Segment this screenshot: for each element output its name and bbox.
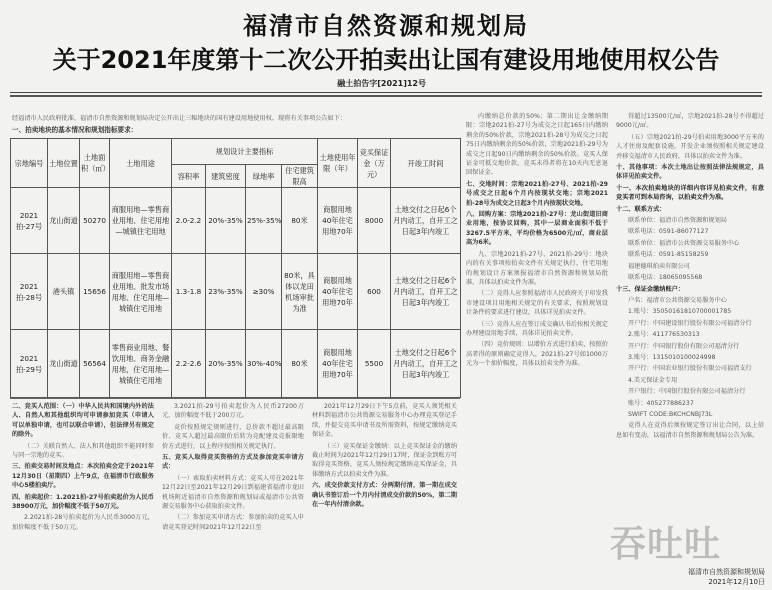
intro-text: 经福清市人民政府批准，福清市自然资源和规划局决定公开出让三幅地块的国有建设用地使用权。现将有关事项公告如下：	[12, 115, 347, 122]
column-paragraph: （二）竞得人应参照福清市人民政府关于印发我市建设项目用地相关规定的有关要求，按照规划设计条件的要求进行建设，具体详见拍卖文件。	[466, 290, 608, 317]
cell-loc: 龙山街道	[48, 330, 80, 398]
title-line-2: 关于2021年度第十二次公开拍卖出让国有建设用地使用权公告	[52, 46, 720, 74]
text-column-1	[12, 402, 154, 582]
cell-deposit: 600	[358, 254, 391, 330]
column-paragraph: 得超过13500元/㎡，宗地2021拍-28号不得超过9000元/㎡。	[616, 113, 764, 130]
cell-area: 15656	[80, 254, 110, 330]
column-paragraph: 账号：405277886237	[628, 399, 694, 407]
header-rule	[10, 92, 762, 93]
column-paragraph: 内缴纳总价款的50%；第二期出让金缴纳期限：宗地2021拍-27号为成交之日起165日内缴纳剩余的50%价款，宗地2021拍-28号为成交之日起75日内缴纳剩余的50%价款，宗地2021拍-29号为成交之日起90日内缴纳剩余的50%价款。竞买人保证金可抵交地价款，竞买未得者将在10天内无息退回保证金。	[466, 113, 608, 177]
column-paragraph: 2.2021拍-28号拍卖起价为人民币3000万元，加价幅度不低于50万元。	[12, 514, 154, 531]
text-column-2	[162, 402, 304, 582]
footer-org: 福清市自然资源和规划局	[688, 568, 765, 576]
column-paragraph: 开户行：中国建设银行股份有限公司福清分行	[628, 319, 752, 327]
cell-loc: 龙山街道	[48, 188, 80, 254]
column-paragraph: 联系单位：福清市公共资源交易服务中心	[628, 239, 740, 247]
column-paragraph: 五、竞买人取得竞买资格的方式及参加竞买申请方式：	[162, 454, 304, 471]
column-paragraph: 十二、联系方式：	[616, 205, 666, 213]
cell-dev: 土地交付之日起6个月内动工，自开工之日起3年内竣工	[391, 188, 461, 254]
cell-height: 80米	[282, 188, 318, 254]
doc-number: 融土拍告字[2021]12号	[337, 79, 426, 88]
column-paragraph: 开户行：中国农业银行股份有限公司福清支行	[628, 365, 752, 373]
cell-loc: 港头镇	[48, 254, 80, 330]
column-paragraph: 八、回购方案：宗地2021拍-27号：龙山街道旧商业用地，按协议回购，其中一层商业面积不低于3267.5平方米，平均价格为6500元/㎡，商业层高为6米。	[466, 211, 608, 247]
column-paragraph: 2021年12月29日下午5点前，竞买人须凭相关材料到福清市公共资源交易服务中心办理竞买登记手续，并提交竞买申请书及所需资料，按规定缴纳竞买保证金。	[312, 403, 457, 439]
cell-far: 2.0-2.2	[172, 188, 206, 254]
th-parcel-no: 宗地编号	[11, 139, 48, 188]
cell-dev: 土地交付之日起6个月内动工，自开工之日起3年内竣工	[391, 254, 461, 330]
column-paragraph: 1.账号：35050161810700001785	[628, 308, 732, 316]
column-paragraph: 2.账号：411776530313	[628, 331, 700, 339]
column-paragraph: （五）宗地2021拍-29号拍卖用地3000平方米的人才住房及配套设施，开发企业须按照相关规定建设并移交福清市人民政府，具体以拍卖文件为准。	[616, 133, 764, 160]
column-paragraph: 十一、本次拍卖地块的详细内容详见拍卖文件，有意竞买者可到本局咨询，以拍卖文件为准。	[616, 184, 764, 202]
header-rule-thick	[10, 95, 762, 97]
footer	[615, 567, 765, 587]
parcel-table	[10, 138, 461, 398]
cell-use: 零售商业用地、餐饮用地、商务金融用地，住宅用地—城镇住宅用地	[110, 330, 172, 398]
column-paragraph: 4.美元保证金专用	[628, 376, 678, 384]
cell-use: 商服用地—零售商业用地、批发市场用地、住宅用地—城镇住宅用地	[110, 254, 172, 330]
th-use: 土地用途	[110, 139, 172, 188]
column-paragraph: 联系单位：福清市自然资源和规划局	[628, 217, 727, 225]
column-paragraph: 3.账号：1315010100024998	[628, 353, 716, 361]
cell-term: 商服用地40年住宅用地70年	[318, 254, 358, 330]
column-paragraph: 福建德琪拍卖有限公司	[628, 262, 690, 270]
column-paragraph: （一）索取拍卖材料方式：竞买人可在2021年12月22日至2021年12月29日到福建省福清市龙田机场附近福清市自然资源和规划局或福清市公共资源交易服务中心获取拍卖文件。	[162, 474, 304, 511]
cell-area: 50270	[80, 188, 110, 254]
cell-density: 20%-35%	[206, 330, 246, 398]
column-paragraph: 六、成交价款支付方式：分两期付清，第一期在成交确认书签订后一个月内付清成交价款的50%，第二期在一年内付清余款。	[312, 482, 457, 509]
th-green: 绿地率	[246, 165, 282, 188]
cell-use: 商服用地—零售商业用地、住宅用地—城镇住宅用地	[110, 188, 172, 254]
th-area: 土地面积（㎡）	[80, 139, 110, 188]
title-line-1: 福清市自然资源和规划局	[243, 12, 529, 40]
th-planning: 规划设计主要指标	[172, 139, 318, 165]
column-paragraph: 户名：福清市公共资源交易服务中心	[628, 296, 727, 304]
cell-dev: 土地交付之日起6个月内动工，自开工之日起3年内竣工	[391, 330, 461, 398]
cell-deposit: 8000	[358, 188, 391, 254]
cell-term: 商服用地40年住宅用地70年	[318, 330, 358, 398]
th-location: 土地位置	[48, 139, 80, 188]
column-paragraph: （二）关联自然人、法人和其他组织不能同时参与同一宗地的竞买。	[12, 442, 154, 460]
cell-no: 2021拍-27号	[11, 188, 48, 254]
cell-green: ≥30%	[246, 254, 282, 330]
column-paragraph: 十三、保证金缴纳账户：	[616, 285, 685, 293]
cell-area: 56564	[80, 330, 110, 398]
column-paragraph: 联系电话：18065095568	[628, 274, 703, 282]
column-paragraph: 竞价按照规定规则进行，总价款不超过最高限价、竞买人超过最高限价后转为竞配建及竞报限地价方式进行，以上程序按照相关规定执行。	[162, 423, 304, 450]
cell-density: 20%-35%	[206, 188, 246, 254]
column-paragraph: 七、交地时间：宗地2021拍-27号、2021拍-29号成交之日起6个月内按现状交地；宗地2021拍-28号为成交之日起3个月内按现状交地。	[466, 180, 608, 207]
cell-no: 2021拍-28号	[11, 254, 48, 330]
cell-density: 23%-35%	[206, 254, 246, 330]
text-column-4	[466, 112, 608, 580]
th-dev: 开竣工时间	[391, 139, 461, 188]
column-paragraph: 二、竞买人范围：（一）中华人民共和国境内外的法人、自然人和其他组织均可申请参加竞买（申请人可以单独申请，也可以联合申请），但法律另有规定的除外。	[12, 403, 154, 439]
section1-heading: 一、拍卖地块的基本情况和规划指标要求：	[12, 126, 138, 134]
column-paragraph: 3.2021拍-29号拍卖起价为人民币27200万元，加价幅度不低于200万元。	[162, 403, 304, 420]
column-paragraph: 九、宗地2021拍-27号、2021拍-29号：地块内的有关事项按拍卖文件有关规定执行，住宅用地的规划设计方案须报福清市自然资源和规划局批准，具体以拍卖文件为准。	[466, 250, 608, 286]
watermark-logo: 吞吐吐	[610, 524, 722, 565]
column-paragraph: 十、其他事项：本次土地出让按照法律法规规定，具体详见拍卖文件。	[616, 164, 764, 181]
th-deposit: 竞买保证金（万元）	[358, 139, 391, 188]
table-divider	[10, 398, 460, 399]
th-density: 建筑密度	[206, 165, 246, 188]
column-paragraph: （二）参加竞买申请方式：参加拍卖的竞买人申请竞买登记时间2021年12月22日至	[162, 514, 304, 531]
column-paragraph: （三）竞买保证金缴纳：以上竞买保证金的缴纳截止时间为2021年12月29日17时，保证金到账方可取得竞买资格，竞买人须按规定缴纳竞买保证金，具体缴纳方式以拍卖文件为准。	[312, 442, 457, 478]
table-row	[11, 254, 461, 330]
table-header-row	[11, 139, 461, 165]
column-paragraph: SWIFT CODE:BKCHCNBJ73L	[628, 410, 713, 418]
cell-far: 1.3-1.8	[172, 254, 206, 330]
table-row	[11, 188, 461, 254]
column-paragraph: 竞得人在竞得后须按规定签订出让合同，以上信息如有变动，以福清市自然资源和规划局公告为准。	[616, 422, 764, 439]
column-paragraph: 三、拍卖交易时间及地点：本次拍卖会定于2021年12月30日（星期四）上午9点，在福清市行政服务中心5楼拍卖厅。	[12, 463, 154, 490]
column-paragraph: 开户行：中国银行股份有限公司福清分行	[628, 342, 740, 350]
column-paragraph: 开户银行：中国银行股份有限公司福清分行	[628, 388, 746, 396]
cell-deposit: 5500	[358, 330, 391, 398]
cell-green: 25%-35%	[246, 188, 282, 254]
cell-far: 2.2-2.6	[172, 330, 206, 398]
cell-no: 2021拍-29号	[11, 330, 48, 398]
th-term: 土地使用年限（年）	[318, 139, 358, 188]
table-row	[11, 330, 461, 398]
th-far: 容积率	[172, 165, 206, 188]
column-paragraph: 四、拍卖起价：1.2021拍-27号拍卖起价为人民币38900万元，加价幅度不低于50万元。	[12, 493, 154, 511]
text-column-3	[312, 402, 457, 582]
column-paragraph: （三）竞得人应在签订成交确认书后按相关规定办理建设用地手续，具体详见拍卖文件。	[466, 320, 608, 337]
cell-height: 80米	[282, 330, 318, 398]
footer-date: 2021年12月10日	[708, 578, 765, 586]
cell-term: 商服用地40年住宅用地70年	[318, 188, 358, 254]
column-paragraph: （四）竞价规则：以增价方式进行拍卖，按照价高者得的原则确定竞得人，2021拍-27号如1000万元为一个加价幅度，具体以拍卖文件为准。	[466, 341, 608, 368]
text-column-5	[616, 112, 764, 564]
column-paragraph: 联系电话：0591-85158259	[628, 251, 709, 259]
column-paragraph: 联系电话：0591-86077127	[628, 228, 709, 236]
th-height: 住宅建筑限高	[282, 165, 318, 188]
cell-height: 80米，具体以龙田机场审批为准	[282, 254, 318, 330]
cell-green: 30%-40%	[246, 330, 282, 398]
